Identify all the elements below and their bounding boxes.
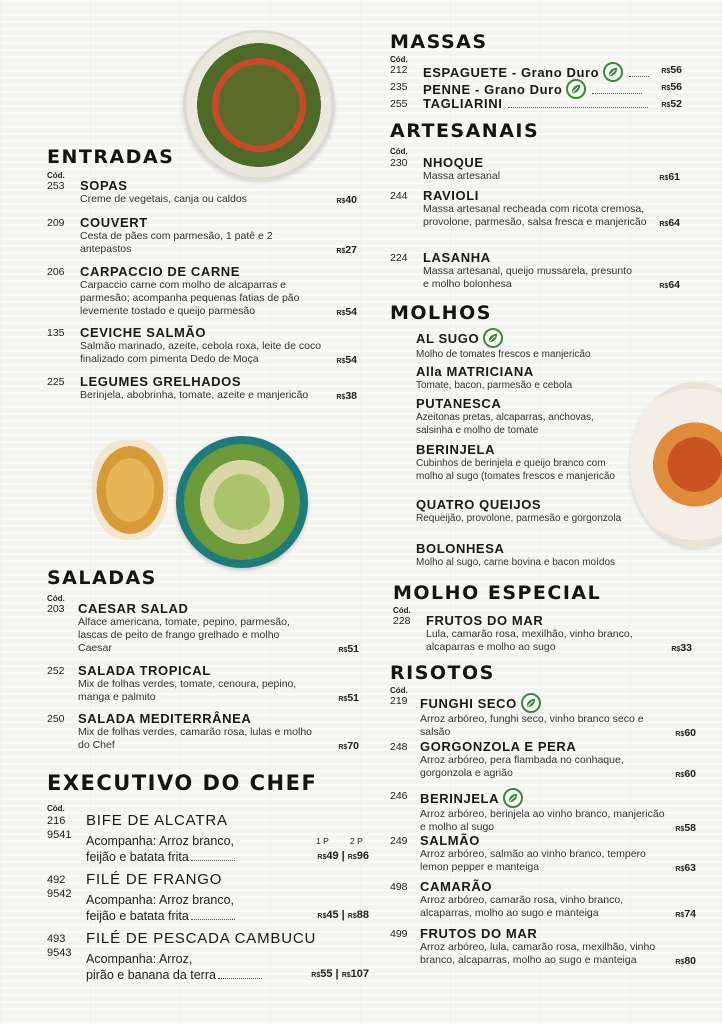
item-description: Arroz arbóreo, funghi seco, vinho branco seco e salsão: [420, 713, 644, 738]
executive-item-description: Acompanha: Arroz branco,: [86, 834, 234, 848]
item-name-text: LASANHA: [423, 250, 491, 265]
item-code: 498: [390, 881, 408, 893]
item-code: 253: [47, 180, 65, 192]
price-value: 60: [684, 727, 696, 739]
sauce-name: [416, 328, 631, 348]
executive-price: [317, 909, 369, 921]
price: [661, 81, 682, 93]
executive-item-name: FILÉ DE PESCADA CAMBUCU: [86, 930, 317, 947]
sauce-item: [416, 497, 631, 525]
price: [659, 171, 680, 183]
item-name: [80, 374, 357, 389]
price: [336, 354, 357, 366]
price-value: 63: [684, 862, 696, 874]
item-name: [78, 711, 359, 726]
price: [336, 306, 357, 318]
currency-label: R$: [675, 959, 685, 966]
currency-label: R$: [341, 972, 351, 979]
menu-item: [47, 374, 357, 402]
menu-item: [393, 613, 692, 654]
dot-leader: [629, 68, 649, 77]
item-code-2: 9541: [47, 829, 72, 841]
sauce-name: [416, 497, 631, 512]
sauce-description: Requeijão, provolone, parmesão e gorgonzola: [416, 513, 622, 524]
price: [659, 279, 680, 291]
item-description: Arroz arbóreo, camarão rosa, vinho branco, alcaparras, molho ao sugo e manteiga: [420, 894, 624, 919]
currency-label: R$: [675, 912, 685, 919]
price: [675, 768, 696, 780]
price-1p: 49: [326, 850, 339, 862]
currency-label: R$: [661, 85, 671, 92]
executivo-col-2p: 2 P: [350, 836, 363, 846]
item-code: 225: [47, 376, 65, 388]
executivo-col-1p: 1 P: [316, 836, 329, 846]
item-name: [420, 926, 696, 941]
price-value: 80: [684, 955, 696, 967]
currency-label: R$: [659, 175, 669, 182]
currency-label: R$: [661, 68, 671, 75]
dot-leader: [218, 970, 262, 979]
sauce-name-text: QUATRO QUEIJOS: [416, 497, 542, 512]
item-description: Arroz arbóreo, berinjela ao vinho branco, manjericão e molho al sugo: [420, 808, 665, 833]
sauce-name-text: BERINJELA: [416, 442, 496, 457]
vegan-leaf-icon: [503, 788, 523, 808]
entradas-cod-label: Cód.: [47, 171, 65, 180]
sauce-description: Azeitonas pretas, alcaparras, anchovas, salsinha e molho de tomate: [416, 412, 594, 436]
executive-item: [47, 812, 369, 862]
item-name-text: CAMARÃO: [420, 879, 493, 894]
massas-cod-label: Cód.: [390, 55, 408, 64]
price-value: 70: [347, 740, 359, 752]
price-separator: |: [338, 850, 348, 862]
item-description: Arroz arbóreo, lula, camarão rosa, mexilhão, vinho branco, alcaparras, molho ao sugo e manteiga: [420, 941, 656, 966]
item-name-text: RAVIOLI: [423, 188, 479, 203]
item-name-text: SALADA TROPICAL: [78, 663, 211, 678]
price-value: 54: [345, 354, 357, 366]
menu-item: [47, 178, 357, 206]
vegan-leaf-icon: [521, 693, 541, 713]
item-name-text: SOPAS: [80, 178, 128, 193]
menu-item: [47, 711, 359, 752]
sauce-item: [416, 442, 631, 483]
item-name: [80, 178, 357, 193]
menu-item: [47, 325, 357, 366]
price-1p: 45: [326, 909, 339, 921]
item-name: [423, 188, 680, 203]
sauce-description: Molho de tomates frescos e manjericão: [416, 349, 591, 360]
risotos-cod-label: Cód.: [390, 686, 408, 695]
saladas-cod-label: Cód.: [47, 594, 65, 603]
sauce-name: [416, 396, 631, 411]
currency-label: R$: [347, 854, 357, 861]
executive-price: [317, 850, 369, 862]
menu-item: [390, 693, 696, 739]
price-value: 54: [345, 306, 357, 318]
item-code: 203: [47, 603, 65, 615]
item-description: Massa artesanal, queijo mussarela, presunto e molho bolonhesa: [423, 265, 632, 290]
item-name-text: FUNGHI SECO: [420, 695, 517, 711]
sauce-description: Cubinhos de berinjela e queijo branco com molho al sugo (tomates frescos e manjericão: [416, 458, 615, 482]
sauce-name: [416, 541, 631, 556]
massas-title: MASSAS: [390, 31, 488, 53]
currency-label: R$: [338, 696, 348, 703]
item-code: 492: [47, 874, 66, 886]
vegan-leaf-icon: [483, 328, 503, 348]
dot-leader: [191, 911, 235, 920]
executivo-cod-label: Cód.: [47, 804, 65, 813]
item-name: [420, 788, 696, 808]
price-value: 56: [670, 64, 682, 76]
price: [661, 98, 682, 110]
price-2p: 107: [350, 968, 369, 980]
dot-leader: [191, 852, 235, 861]
price-value: 40: [345, 194, 357, 206]
menu-item: [390, 250, 680, 291]
price: [336, 390, 357, 402]
artesanais-title: ARTESANAIS: [390, 120, 540, 142]
menu-item: [390, 833, 696, 874]
molhos-title: MOLHOS: [390, 302, 492, 324]
executive-price: [311, 968, 369, 980]
price-value: 33: [680, 642, 692, 654]
currency-label: R$: [671, 646, 681, 653]
item-name: [420, 879, 696, 894]
currency-label: R$: [347, 913, 357, 920]
item-code: 230: [390, 157, 408, 169]
item-name-text: NHOQUE: [423, 155, 484, 170]
item-name: [420, 693, 696, 713]
currency-label: R$: [336, 310, 346, 317]
item-description: Berinjela, abobrinha, tomate, azeite e manjericão: [80, 389, 309, 401]
item-name-text: GORGONZOLA E PERA: [420, 739, 577, 754]
item-code: 235: [390, 81, 408, 93]
executive-item-description-text: feijão e batata frita: [86, 850, 189, 864]
price-separator: |: [338, 909, 348, 921]
price: [675, 955, 696, 967]
price-value: 38: [345, 390, 357, 402]
price: [661, 64, 682, 76]
price-value: 27: [345, 244, 357, 256]
molho-especial-title: MOLHO ESPECIAL: [393, 582, 602, 604]
item-code: 493: [47, 933, 66, 945]
dot-leader: [592, 85, 642, 94]
item-code: 499: [390, 928, 408, 940]
price-1p: 55: [320, 968, 333, 980]
item-code: 252: [47, 665, 65, 677]
entradas-title: ENTRADAS: [47, 146, 175, 168]
executive-item: [47, 871, 369, 921]
menu-item: [47, 663, 359, 704]
item-code: 216: [47, 815, 66, 827]
currency-label: R$: [675, 866, 685, 873]
executive-item-description-text: feijão e batata frita: [86, 909, 189, 923]
item-description: Massa artesanal: [423, 170, 501, 182]
item-code: 248: [390, 741, 408, 753]
item-code: 249: [390, 835, 408, 847]
price: [338, 643, 359, 655]
currency-label: R$: [675, 772, 685, 779]
item-code: 244: [390, 190, 408, 202]
item-description: Creme de vegetais, canja ou caldos: [80, 193, 247, 205]
saladas-title: SALADAS: [47, 567, 157, 589]
menu-item: [390, 879, 696, 920]
menu-item: [390, 926, 696, 967]
currency-label: R$: [659, 221, 669, 228]
item-description: Massa artesanal recheada com ricota cremosa, provolone, parmesão, salsa fresca e manjericão: [423, 203, 647, 228]
sauce-name: [416, 364, 631, 379]
item-code: 212: [390, 64, 408, 76]
item-name-text: CARPACCIO DE CARNE: [80, 264, 241, 279]
item-description: Cesta de pães com parmesão, 1 patê e 2 antepastos: [80, 230, 273, 255]
item-name: [423, 155, 680, 170]
sauce-item: [416, 364, 631, 392]
item-code: 209: [47, 217, 65, 229]
item-description: Salmão marinado, azeite, cebola roxa, leite de coco finalizado com pimenta Dedo de Moça: [80, 340, 322, 365]
item-name-text: TAGLIARINI: [423, 96, 503, 111]
price: [659, 217, 680, 229]
currency-label: R$: [675, 826, 685, 833]
currency-label: R$: [311, 972, 321, 979]
executive-item-name: FILÉ DE FRANGO: [86, 871, 223, 888]
item-name-text: FRUTOS DO MAR: [426, 613, 544, 628]
menu-item: [390, 739, 696, 780]
item-name: [80, 264, 357, 279]
menu-item: [390, 96, 682, 111]
item-code: 219: [390, 695, 408, 707]
currency-label: R$: [338, 647, 348, 654]
item-name-text: BERINJELA: [420, 790, 500, 806]
currency-label: R$: [336, 394, 346, 401]
item-code: 135: [47, 327, 65, 339]
spaghetti-plate-image: [630, 382, 722, 547]
sauce-item: [416, 396, 631, 437]
item-code-2: 9543: [47, 947, 72, 959]
price-value: 64: [668, 217, 680, 229]
price-2p: 96: [356, 850, 369, 862]
item-name: [423, 250, 680, 265]
item-description: Mix de folhas verdes, tomate, cenoura, pepino, manga e palmito: [78, 678, 297, 703]
price-value: 74: [684, 908, 696, 920]
item-description: Carpaccio carne com molho de alcaparras e parmesão; acompanha pequenas fatias de pão levemente tostado e queijo parmesão: [80, 279, 300, 317]
price-value: 51: [347, 692, 359, 704]
item-code: 250: [47, 713, 65, 725]
price-separator: |: [332, 968, 342, 980]
item-code: 246: [390, 790, 408, 802]
item-name: [420, 833, 696, 848]
grilled-vegetables-plate-image: [183, 30, 335, 180]
item-code: 228: [393, 615, 411, 627]
item-code: 206: [47, 266, 65, 278]
sauce-name-text: Alla MATRICIANA: [416, 364, 534, 379]
currency-label: R$: [675, 731, 685, 738]
currency-label: R$: [338, 744, 348, 751]
item-code: 224: [390, 252, 408, 264]
item-name-text: SALADA MEDITERRÂNEA: [78, 711, 252, 726]
currency-label: R$: [336, 198, 346, 205]
sauce-name-text: AL SUGO: [416, 330, 480, 346]
currency-label: R$: [336, 358, 346, 365]
item-description: Mix de folhas verdes, camarão rosa, lulas e molho do Chef: [78, 726, 313, 751]
executive-item: [47, 930, 369, 980]
executive-item-description-text: pirão e banana da terra: [86, 968, 216, 982]
price: [671, 642, 692, 654]
executivo-title: EXECUTIVO DO CHEF: [47, 771, 318, 795]
item-name: [78, 601, 359, 616]
item-name: [420, 739, 696, 754]
price-value: 60: [684, 768, 696, 780]
price: [338, 692, 359, 704]
executive-item-description: Acompanha: Arroz branco,: [86, 893, 234, 907]
item-description: Alface americana, tomate, pepino, parmesão, lascas de peito de frango grelhado e molho Caesar: [78, 616, 290, 654]
item-name-text: CEVICHE SALMÃO: [80, 325, 207, 340]
item-name-text: CAESAR SALAD: [78, 601, 189, 616]
chips-basket-image: [92, 440, 168, 540]
item-name-text: PENNE - Grano Duro: [423, 81, 563, 97]
price-value: 51: [347, 643, 359, 655]
item-name: [426, 613, 692, 628]
currency-label: R$: [661, 102, 671, 109]
executive-item-description: Acompanha: Arroz,: [86, 952, 193, 966]
item-description: Lula, camarão rosa, mexilhão, vinho branco, alcaparras e molho ao sugo: [426, 628, 633, 653]
price: [675, 727, 696, 739]
caesar-salad-plate-image: [176, 436, 308, 568]
sauce-description: Molho al sugo, carne bovina e bacon moídos: [416, 557, 616, 568]
currency-label: R$: [336, 248, 346, 255]
menu-item: [390, 788, 696, 834]
sauce-description: Tomate, bacon, parmesão e cebola: [416, 380, 573, 391]
item-code-2: 9542: [47, 888, 72, 900]
item-name-text: SALMÃO: [420, 833, 480, 848]
item-name-text: COUVERT: [80, 215, 148, 230]
item-name-text: LEGUMES GRELHADOS: [80, 374, 242, 389]
menu-item: [47, 601, 359, 655]
currency-label: R$: [317, 854, 327, 861]
molho-especial-cod-label: Cód.: [393, 606, 411, 615]
menu-item: [390, 188, 680, 229]
price-value: 52: [670, 98, 682, 110]
sauce-name-text: PUTANESCA: [416, 396, 502, 411]
currency-label: R$: [659, 283, 669, 290]
item-name-text: ESPAGUETE - Grano Duro: [423, 64, 600, 80]
price-value: 64: [668, 279, 680, 291]
price-value: 56: [670, 81, 682, 93]
price-value: 61: [668, 171, 680, 183]
price-2p: 88: [356, 909, 369, 921]
price: [338, 740, 359, 752]
item-name: [78, 663, 359, 678]
currency-label: R$: [317, 913, 327, 920]
sauce-item: [416, 541, 631, 569]
price: [336, 194, 357, 206]
risotos-title: RISOTOS: [390, 662, 495, 684]
menu-item: [47, 264, 357, 318]
item-code: 255: [390, 98, 408, 110]
item-name: [423, 96, 682, 111]
executive-item-description: [86, 849, 235, 865]
price-value: 58: [684, 822, 696, 834]
menu-item: [47, 215, 357, 256]
executive-item-description: [86, 967, 262, 983]
sauce-item: [416, 328, 631, 361]
executive-item-description: [86, 908, 235, 924]
item-description: Arroz arbóreo, salmão ao vinho branco, tempero lemon pepper e manteiga: [420, 848, 646, 873]
price: [675, 862, 696, 874]
item-name-text: FRUTOS DO MAR: [420, 926, 538, 941]
dot-leader: [508, 99, 648, 108]
price: [675, 908, 696, 920]
artesanais-cod-label: Cód.: [390, 147, 408, 156]
menu-item: [390, 155, 680, 183]
sauce-name: [416, 442, 631, 457]
price: [336, 244, 357, 256]
item-name: [80, 215, 357, 230]
item-name: [80, 325, 357, 340]
item-description: Arroz arbóreo, pera flambada no conhaque, gorgonzola e agrião: [420, 754, 624, 779]
sauce-name-text: BOLONHESA: [416, 541, 505, 556]
executive-item-name: BIFE DE ALCATRA: [86, 812, 228, 829]
